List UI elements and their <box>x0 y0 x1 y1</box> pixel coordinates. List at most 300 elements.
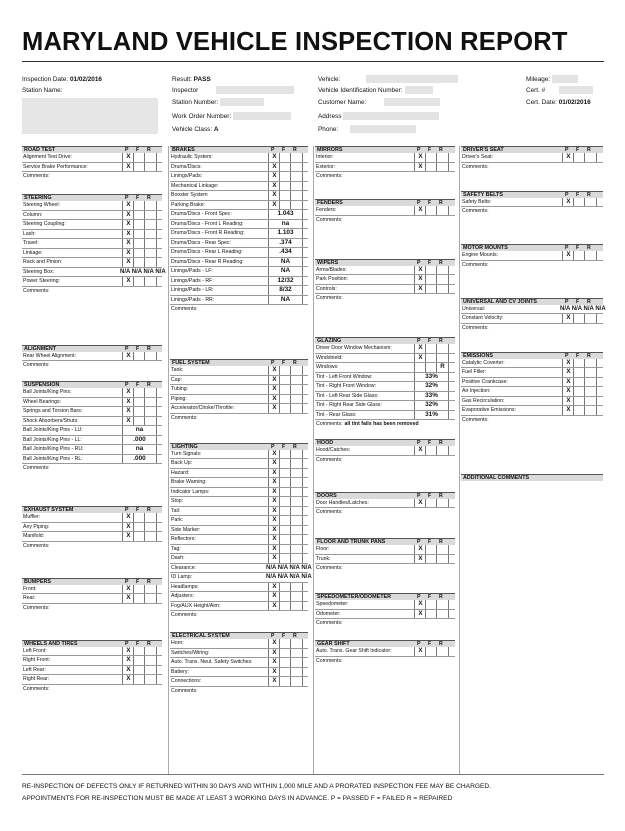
comments-line <box>315 216 455 224</box>
check-cell-r <box>290 516 303 525</box>
inspection-row <box>22 445 162 455</box>
pfr-header-f: F <box>576 352 580 359</box>
redacted-station-block <box>22 98 158 134</box>
na-value: N/A N/A N/A N/A <box>266 564 312 571</box>
inspection-row <box>170 366 308 376</box>
vehicle-label: Vehicle: <box>318 76 341 83</box>
check-cell-r <box>144 153 157 162</box>
mileage <box>526 74 578 85</box>
check-cell-r <box>144 656 157 665</box>
pfr-header-r: R <box>293 443 297 450</box>
row-label: Interior: <box>316 154 334 160</box>
row-label: Switches/Wiring: <box>171 649 210 656</box>
row-label: Drums/Discs - Front Spec: <box>171 211 232 217</box>
section-title: SPEEDOMETER/ODOMETER <box>317 594 391 600</box>
comments-line <box>315 657 455 665</box>
row-label: Windows: <box>316 364 339 370</box>
check-cell-r <box>584 406 597 415</box>
inspection-row <box>170 516 308 526</box>
inspector-label: Inspector <box>172 87 199 94</box>
check-cell-p: X <box>268 478 280 487</box>
inspection-row <box>22 523 162 533</box>
row-label: Linings/Pads - LF: <box>171 268 213 274</box>
inspection-row <box>170 535 308 545</box>
section-wipers <box>315 259 455 303</box>
redacted-phone <box>350 125 416 133</box>
row-label: Any Piping: <box>23 523 50 530</box>
inspection-row <box>315 545 455 555</box>
check-cell-p: X <box>268 201 280 210</box>
inspection-row <box>461 305 606 315</box>
pfr-header-p: P <box>271 147 275 153</box>
check-cell-r <box>436 610 449 619</box>
row-label: Controls: <box>316 285 337 292</box>
section-mirrors <box>315 146 455 180</box>
check-cell-r <box>584 387 597 396</box>
inspection-row <box>315 600 455 610</box>
row-label: Safety Belts: <box>462 198 492 205</box>
check-cell-p: X <box>268 385 280 394</box>
row-label: Drums/Discs - Rear R Reading: <box>171 258 244 265</box>
check-cell-p: X <box>414 555 426 564</box>
row-label: Springs and Torsion Bars: <box>23 408 83 414</box>
vin <box>318 85 433 96</box>
measured-value: 31% <box>414 411 449 420</box>
inspection-row <box>170 592 308 602</box>
check-cell-p: X <box>562 251 574 260</box>
row-label: Windshield: <box>316 354 343 361</box>
row-label: Door Handles/Latches: <box>316 499 369 506</box>
pfr-header-r: R <box>147 507 151 513</box>
pfr-header-f: F <box>282 443 286 450</box>
row-label: Evaporative Emissions: <box>462 407 516 413</box>
check-cell-p: X <box>268 658 280 667</box>
check-cell-r <box>290 592 303 601</box>
check-cell-p: X <box>414 499 426 508</box>
row-label: Rear: <box>23 595 36 601</box>
check-cell-r <box>290 639 303 648</box>
check-cell-r <box>584 198 597 207</box>
station-name-label: Station Name: <box>22 87 63 94</box>
check-cell-p: X <box>122 249 134 258</box>
row-label: Left Front: <box>23 647 47 654</box>
row-label: Park: <box>171 517 184 523</box>
section-electrical <box>170 632 308 703</box>
check-cell-r <box>144 398 157 407</box>
check-cell-r <box>144 258 157 267</box>
section-header <box>315 492 455 499</box>
check-cell-r <box>290 172 303 181</box>
check-cell-r <box>290 583 303 592</box>
check-cell-r <box>290 478 303 487</box>
pfr-header-p: P <box>417 147 421 153</box>
check-cell-p: X <box>268 182 280 191</box>
pfr-header-r: R <box>293 633 297 639</box>
pfr-header-p: P <box>565 245 569 251</box>
row-label: Universal: <box>462 305 486 312</box>
check-cell-p: X <box>122 594 134 603</box>
pfr-header-f: F <box>136 147 140 153</box>
row-label: Rear Wheel Alignment: <box>23 352 77 359</box>
vehicle-class <box>172 124 219 135</box>
check-cell-r <box>144 230 157 239</box>
row-label: Manifold: <box>23 533 45 539</box>
row-label: Left Rear: <box>23 666 46 673</box>
check-cell-p: X <box>122 532 134 541</box>
section-header <box>170 359 308 366</box>
check-cell-p: X <box>414 354 426 363</box>
comments-line <box>22 361 162 369</box>
section-header <box>461 352 603 359</box>
section-drivers-seat <box>461 146 603 171</box>
check-cell-r <box>144 211 157 220</box>
comments-label: Comments: <box>23 362 50 368</box>
section-title: BUMPERS <box>24 578 51 585</box>
pfr-header-f: F <box>576 298 580 305</box>
inspection-row <box>170 172 308 182</box>
check-cell-r <box>144 388 157 397</box>
inspection-row <box>315 555 455 565</box>
comments-line <box>315 172 455 180</box>
check-cell-p: X <box>414 153 426 162</box>
row-label: Steering Wheel: <box>23 202 60 208</box>
check-cell-r <box>144 675 157 684</box>
check-cell-r <box>144 163 157 172</box>
pfr-header-f: F <box>282 633 286 639</box>
check-cell-p: X <box>268 592 280 601</box>
inspection-row <box>315 354 455 364</box>
row-label: Arms/Blades: <box>316 266 347 273</box>
pfr-header-r: R <box>587 352 591 359</box>
work-order-label: Work Order Number: <box>172 113 232 120</box>
comments-label: Comments: <box>316 216 343 223</box>
row-label: Mechanical Linkage: <box>171 182 219 189</box>
check-cell-p: X <box>122 277 134 286</box>
section-title: ALIGNMENT <box>24 345 57 352</box>
comments-label: Comments: <box>462 208 489 214</box>
inspection-row <box>170 459 308 469</box>
row-label: Rack and Pinion: <box>23 259 63 265</box>
check-cell-p: X <box>122 258 134 267</box>
check-cell-p: X <box>268 545 280 554</box>
comments-line <box>22 604 162 612</box>
check-cell-p: X <box>414 647 426 656</box>
section-brakes <box>170 146 308 313</box>
pfr-header-r: R <box>439 492 443 499</box>
check-cell-r <box>290 602 303 611</box>
vehicle-class-label: Vehicle Class: <box>172 126 213 133</box>
measured-value: 1.043 <box>268 210 303 219</box>
section-emissions <box>461 352 603 424</box>
inspection-row <box>22 220 162 230</box>
pfr-header-r: R <box>147 147 151 153</box>
customer-name <box>318 97 440 108</box>
comments-label: Comments: <box>171 612 198 618</box>
check-cell-p: X <box>268 163 280 172</box>
inspection-row <box>22 513 162 523</box>
pfr-header-r: R <box>147 578 151 585</box>
inspection-row <box>22 417 162 427</box>
check-cell-r <box>290 459 303 468</box>
section-steering <box>22 194 166 295</box>
row-label: ID Lamp: <box>171 574 193 580</box>
inspection-row <box>170 258 308 268</box>
na-value: N/A N/A N/A N/A <box>560 305 606 312</box>
inspection-row <box>461 359 603 369</box>
check-cell-r <box>584 378 597 387</box>
result <box>172 74 211 85</box>
comments-label: Comments: <box>171 306 198 312</box>
station-number-label: Station Number: <box>172 99 219 106</box>
section-header <box>170 632 308 639</box>
comments-line <box>170 695 308 703</box>
inspector <box>172 85 294 96</box>
column-divider <box>459 146 460 774</box>
comments-label: Comments: <box>316 173 343 179</box>
measured-value: 33% <box>414 373 449 382</box>
inspection-row <box>170 191 308 201</box>
pfr-header-p: P <box>417 594 421 600</box>
pfr-header-p: P <box>125 507 129 513</box>
check-cell-p: X <box>122 666 134 675</box>
section-doors <box>315 492 455 517</box>
check-cell-r <box>290 153 303 162</box>
comments-line <box>22 172 162 180</box>
check-cell-r <box>290 376 303 385</box>
footer-rule <box>22 774 604 775</box>
cert-date-label: Cert. Date: <box>526 99 557 106</box>
check-cell-r <box>584 368 597 377</box>
check-cell-p: X <box>122 220 134 229</box>
row-label: Speedometer: <box>316 601 349 607</box>
check-cell-r <box>290 497 303 506</box>
inspection-row <box>170 163 308 173</box>
phone-label: Phone: <box>318 126 339 133</box>
row-label: Steering Coupling: <box>23 221 66 227</box>
redacted-vehicle <box>366 75 458 83</box>
vehicle-class-value: A <box>213 126 219 133</box>
row-label: Drums/Discs - Front R Reading: <box>171 230 245 236</box>
inspection-row <box>22 455 162 465</box>
check-cell-p: X <box>268 668 280 677</box>
inspection-row <box>170 286 308 296</box>
check-cell-r <box>144 666 157 675</box>
check-cell-p: X <box>268 507 280 516</box>
inspection-row <box>170 277 308 287</box>
inspection-date-label: Inspection Date: <box>22 76 69 83</box>
inspection-row <box>170 564 312 574</box>
section-safety-belts <box>461 191 603 216</box>
row-label: Hood/Catches: <box>316 447 351 453</box>
check-cell-p: X <box>122 647 134 656</box>
customer-name-label: Customer Name: <box>318 99 367 106</box>
inspection-row <box>170 488 308 498</box>
comments-line <box>170 414 308 422</box>
inspection-row <box>315 610 455 620</box>
address <box>318 111 439 122</box>
check-cell-r <box>290 366 303 375</box>
comments-line <box>461 163 603 171</box>
check-cell-r <box>436 600 449 609</box>
pfr-header-f: F <box>282 147 286 153</box>
row-label: Floor: <box>316 546 330 552</box>
row-label: Tint - Right Rear Side Glass: <box>316 402 382 408</box>
inspection-row <box>22 211 162 221</box>
inspection-row <box>170 545 308 555</box>
check-cell-r <box>144 249 157 258</box>
check-cell-p: X <box>414 163 426 172</box>
check-cell-p: X <box>268 554 280 563</box>
check-cell-p: X <box>268 497 280 506</box>
comments-label: Comments: <box>23 685 50 692</box>
inspection-row <box>315 275 455 285</box>
pfr-header-r: R <box>439 147 443 153</box>
pfr-header-r: R <box>587 147 591 153</box>
pfr-header-f: F <box>136 382 140 388</box>
check-cell-r <box>144 594 157 603</box>
check-cell-p: X <box>122 585 134 594</box>
result-value: PASS <box>193 76 211 83</box>
check-cell-r <box>584 359 597 368</box>
comments-label: Comments: <box>171 414 198 421</box>
measured-value: NA <box>268 267 303 276</box>
inspection-row <box>22 407 162 417</box>
check-cell-p: X <box>562 397 574 406</box>
pfr-header-r: R <box>439 539 443 545</box>
check-cell-p: X <box>122 417 134 426</box>
inspection-row <box>315 153 455 163</box>
inspection-row <box>461 198 603 208</box>
row-label: Linkage: <box>23 249 43 256</box>
section-header <box>315 593 455 600</box>
inspection-row <box>22 201 162 211</box>
comments-line <box>315 420 455 428</box>
inspection-row <box>461 251 603 261</box>
inspection-row <box>315 285 455 295</box>
row-label: Positive Crankcase: <box>462 378 508 385</box>
section-title: ELECTRICAL SYSTEM <box>172 633 230 639</box>
check-cell-p: X <box>122 407 134 416</box>
check-cell-p: X <box>414 600 426 609</box>
column-1 <box>22 146 166 693</box>
section-header <box>315 337 455 344</box>
comments-label: Comments: <box>23 604 50 611</box>
redacted-station-number <box>220 98 264 106</box>
row-label: Hydraulic System: <box>171 154 213 160</box>
row-label: Tubing: <box>171 386 189 392</box>
pfr-header-f: F <box>428 594 432 600</box>
check-cell-p: X <box>268 535 280 544</box>
cert-date-value: 01/02/2016 <box>558 99 591 106</box>
pfr-header-p: P <box>125 147 129 153</box>
inspection-row <box>315 373 455 383</box>
vehicle <box>318 74 458 85</box>
pfr-header-f: F <box>428 539 432 545</box>
inspection-row <box>170 153 308 163</box>
row-label: Column: <box>23 211 43 218</box>
comments-label: Comments: <box>316 509 343 515</box>
check-cell-r <box>144 407 157 416</box>
row-label: Parking Brake: <box>171 201 206 208</box>
na-value: N/A N/A N/A N/A <box>120 268 166 275</box>
row-label: Travel: <box>23 240 39 246</box>
check-cell-r <box>584 314 597 323</box>
row-label: Driver's Seat: <box>462 154 493 160</box>
section-title: EXHAUST SYSTEM <box>24 507 74 513</box>
row-label: Booster System <box>171 192 208 198</box>
row-label: Steering Box: <box>23 268 55 275</box>
check-cell-p: X <box>122 153 134 162</box>
check-cell-r <box>290 649 303 658</box>
section-title: FUEL SYSTEM <box>172 360 210 366</box>
pfr-header-r: R <box>587 191 591 198</box>
pfr-header-p: P <box>125 578 129 585</box>
inspection-row <box>315 363 455 373</box>
pfr-header-p: P <box>565 352 569 359</box>
row-label: Tint - Left Rear Side Glass: <box>316 392 379 399</box>
section-header <box>22 381 162 388</box>
check-cell-r <box>436 555 449 564</box>
row-label: Linings/Pads - RF: <box>171 277 214 284</box>
check-cell-p: X <box>562 387 574 396</box>
pfr-header-p: P <box>417 492 421 499</box>
check-cell-r <box>144 277 157 286</box>
section-fuel <box>170 359 308 422</box>
inspection-row <box>170 210 308 220</box>
row-label: Fuel Filler: <box>462 369 487 375</box>
footer-line-2: APPOINTMENTS FOR RE-INSPECTION MUST BE MADE AT LEAST 3 WORKING DAYS IN ADVANCE. P = PASSED F = FAILED R = REPAIRED <box>22 795 453 802</box>
inspection-row <box>170 239 308 249</box>
check-cell-r <box>290 182 303 191</box>
pfr-header-f: F <box>428 147 432 153</box>
section-title: GLAZING <box>317 338 342 344</box>
inspection-row <box>461 314 603 324</box>
row-label: Accelerator/Choke/Throttle: <box>171 405 235 411</box>
pfr-header-r: R <box>293 147 297 153</box>
inspection-row <box>22 388 162 398</box>
check-cell-r <box>144 585 157 594</box>
row-label: Right Rear: <box>23 676 50 682</box>
check-cell-p: X <box>414 285 426 294</box>
inspection-row <box>170 526 308 536</box>
row-label: Ball Joints/King Pins: <box>23 389 72 395</box>
check-cell-r <box>436 354 449 363</box>
check-cell-r <box>290 658 303 667</box>
row-label: Tag: <box>171 545 181 552</box>
row-label: Indicator Lamps: <box>171 488 210 495</box>
section-title: EMISSIONS <box>463 352 493 359</box>
pfr-header-r: R <box>147 382 151 388</box>
pfr-header-p: P <box>565 147 569 153</box>
inspection-row <box>315 446 455 456</box>
row-label: Clearance: <box>171 564 197 571</box>
row-label: Dash: <box>171 555 185 561</box>
check-cell-r <box>290 450 303 459</box>
check-cell-p: X <box>414 446 426 455</box>
row-label: Exterior: <box>316 163 336 170</box>
check-cell-p: X <box>122 201 134 210</box>
pfr-header-p: P <box>417 259 421 266</box>
redacted-inspector <box>216 86 294 94</box>
row-label: Piping: <box>171 395 187 402</box>
comments-line <box>315 456 455 464</box>
check-cell-p: X <box>268 376 280 385</box>
check-cell-r <box>144 647 157 656</box>
check-cell-r <box>290 554 303 563</box>
redacted-customer <box>384 98 440 106</box>
row-label: Park Position: <box>316 276 349 282</box>
check-cell-r <box>290 488 303 497</box>
